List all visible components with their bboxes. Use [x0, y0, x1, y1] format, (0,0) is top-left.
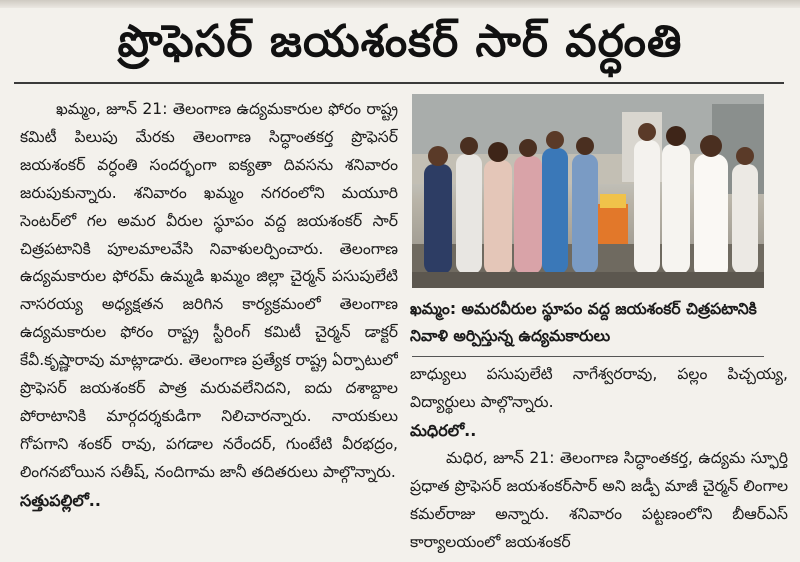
article-headline: ప్రొఫెసర్ జయశంకర్ సార్ వర్ధంతి [117, 16, 683, 67]
sattupalli-subhead: సత్తుపల్లిలో.. [20, 490, 101, 510]
left-column [20, 96, 398, 562]
madhira-paragraph: మధిర, జూన్ 21: తెలంగాణ సిద్ధాంతకర్త, ఉద్యమ స్ఫూర్తి ప్రధాత ప్రొఫెసర్ జయశంకర్‌సార్ అని జడ్పీ మాజీ చైర్మన్ లింగాల కమల్‌రాజు అన్నారు. శనివారం పట్టణంలోని బీఆర్ఎస్ కార్యాలయంలో జయశంకర్ [410, 448, 788, 551]
caption-divider [412, 356, 764, 357]
headline-divider [14, 82, 784, 84]
madhira-subhead: మధిరలో.. [410, 420, 477, 440]
photo-illustration [412, 94, 764, 288]
right-paragraph-continued: బాధ్యులు పసుపులేటి నాగేశ్వరరావు, పల్లం పిచ్చయ్య, విద్యార్థులు పాల్గొన్నారు. [410, 365, 788, 411]
news-photo [412, 94, 764, 288]
left-paragraph: ఖమ్మం, జూన్ 21: తెలంగాణ ఉద్యమకారుల ఫోరం రాష్ట్ర కమిటీ పిలుపు మేరకు తెలంగాణ సిద్ధాంతకర్త ప్రొఫెసర్ జయశంకర్ వర్ధంతి సందర్భంగా ఐక్యతా దివసను శనివారం జరుపుకున్నారు. శనివారం ఖమ్మం నగరంలోని మయూరి సెంటర్‌లో గల అమర వీరుల స్థూపం వద్ద జయశంకర్ సార్ చిత్రపటానికి పూలమాలవేసి నివాళులర్పించారు. తెలంగాణ ఉద్యమకారుల ఫోరమ్ ఉమ్మడి ఖమ్మం జిల్లా చైర్మన్ పసుపులేటి నాసరయ్య అధ్యక్షతన జరిగిన కార్యక్రమంలో తెలంగాణ ఉద్యమకారుల ఫోరం రాష్ట్ర స్టీరింగ్ కమిటీ చైర్మన్ డాక్టర్ కేవీ.కృష్ణారావు మాట్లాడారు. తెలంగాణ ప్రత్యేక రాష్ట్ర ఏర్పాటులో ప్రొఫెసర్ జయశంకర్ పాత్ర మరువలేనిదని, ఐదు దశాబ్దాల పోరాటానికి మార్గదర్శకుడిగా నిలిచారన్నారు. నాయకులు గోపగాని శంకర్ రావు, పగడాల నరేందర్, గుంటేటి వీరభద్రం, లింగనబోయిన సతీష్, నందిగామ జానీ తదితరులు పాల్గొన్నారు. [20, 100, 398, 481]
top-border [0, 0, 800, 8]
right-column [410, 94, 788, 562]
photo-caption: ఖమ్మం: అమరవీరుల స్థూపం వద్ద జయశంకర్ చిత్రపటానికి నివాళి అర్పిస్తున్న ఉద్యమకారులు [410, 300, 757, 345]
